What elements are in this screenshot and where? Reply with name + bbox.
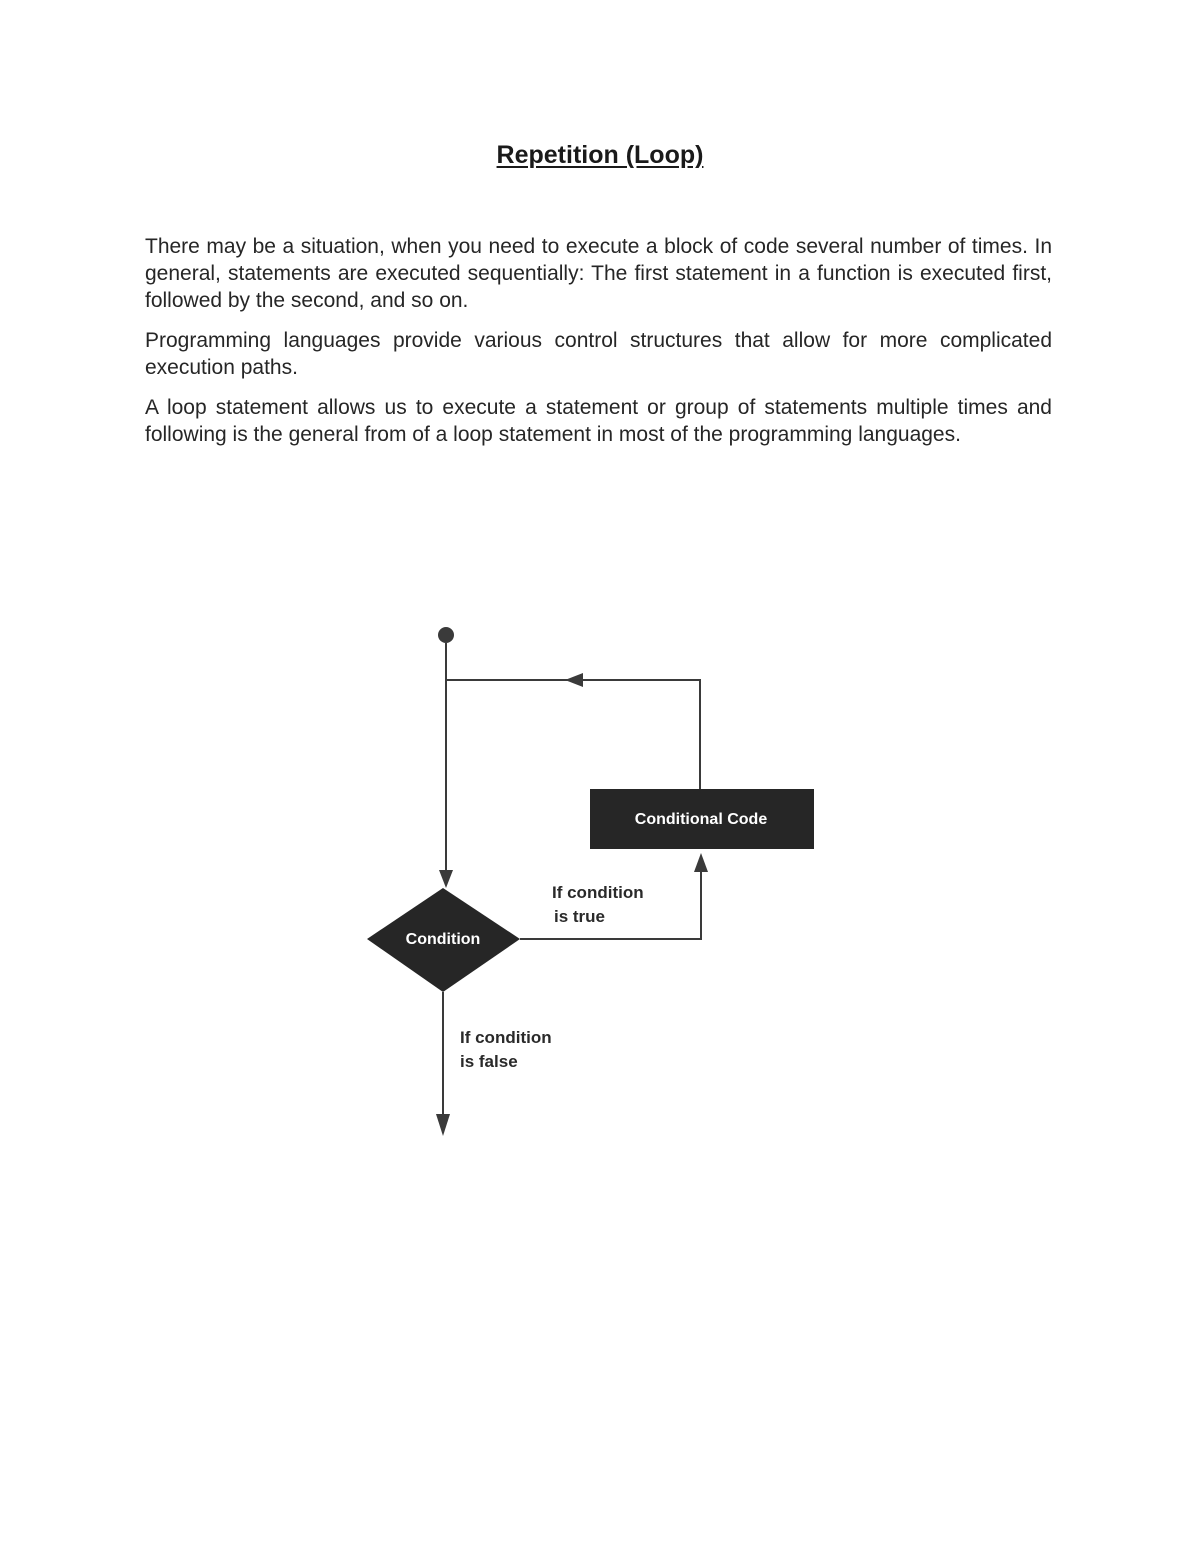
- false-branch-label-line2: is false: [460, 1052, 518, 1071]
- condition-label: Condition: [405, 931, 481, 948]
- paragraph-loop-statement: A loop statement allows us to execute a statement or group of statements multiple times and following is the general from of a loop statement in most of the programming languages.: [145, 396, 1052, 446]
- paragraph-intro: There may be a situation, when you need to execute a block of code several number of times. In general, statements are executed sequentially: The first statement in a function is executed first, followed by the second, and so on.: [145, 235, 1052, 312]
- true-branch-label-line1: If condition: [552, 883, 644, 902]
- paragraph-control-structures: Programming languages provide various control structures that allow for more complicated execution paths.: [145, 329, 1052, 379]
- true-branch-arrow: [694, 853, 708, 872]
- start-node: [438, 627, 454, 643]
- page-title: Repetition (Loop): [496, 141, 704, 169]
- loop-back-arrow: [565, 673, 583, 687]
- false-branch-arrow: [436, 1114, 450, 1136]
- true-branch-line: [520, 868, 701, 939]
- conditional-code-label: Conditional Code: [634, 811, 768, 828]
- loop-back-line: [446, 680, 700, 790]
- false-branch-label-line1: If condition: [460, 1028, 552, 1047]
- true-branch-label-line2: is true: [554, 907, 606, 926]
- arrow-into-condition: [439, 870, 453, 888]
